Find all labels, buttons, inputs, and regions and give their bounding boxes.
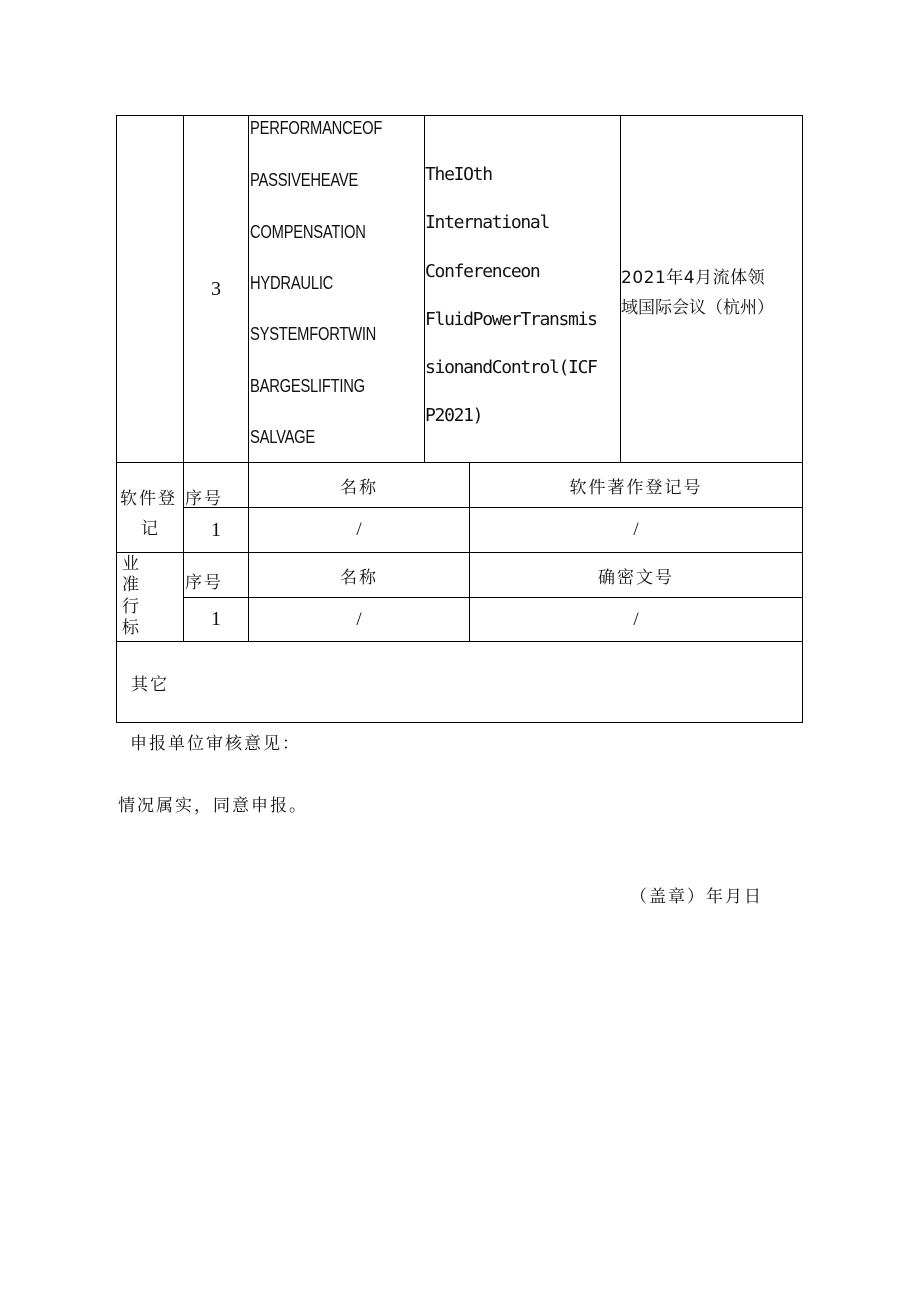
date-venue-line: 2021年4月流体领 bbox=[621, 268, 766, 288]
paper-title-line: SALVAGE bbox=[250, 427, 316, 447]
paper-index: 3 bbox=[211, 277, 221, 300]
paper-title-line: HYDRAULIC bbox=[250, 273, 334, 293]
seal-date-line: （盖章）年月日 bbox=[630, 887, 763, 907]
paper-title-line: PASSIVEHEAVE bbox=[250, 170, 359, 190]
software-row-index: 1 bbox=[211, 518, 221, 541]
conference-line: TheIOth bbox=[425, 164, 492, 185]
software-row-regno: / bbox=[633, 519, 639, 540]
paper-title-line: PERFORMANCEOF bbox=[250, 118, 383, 138]
other-label: 其它 bbox=[131, 674, 169, 695]
standard-name-header: 名称 bbox=[340, 567, 378, 588]
conference-line: International bbox=[425, 212, 549, 233]
standard-row-docno: / bbox=[633, 608, 639, 630]
conference-line: Conferenceon bbox=[425, 261, 540, 282]
date-venue-line: 域国际会议（杭州） bbox=[621, 298, 774, 318]
paper-title-line: COMPENSATION bbox=[250, 222, 366, 242]
conference-line: P2021) bbox=[425, 405, 483, 426]
standard-index-header: 序号 bbox=[185, 573, 223, 593]
paper-title-line: BARGESLIFTING bbox=[250, 376, 365, 396]
standard-docno-header: 确密文号 bbox=[598, 567, 674, 588]
review-opinion: 情况属实，同意申报。 bbox=[118, 796, 308, 816]
software-regno-header: 软件著作登记号 bbox=[569, 477, 703, 498]
conference-line: sionandControl(ICF bbox=[425, 357, 597, 378]
paper-title-line: SYSTEMFORTWIN bbox=[250, 324, 377, 344]
software-index-header: 序号 bbox=[185, 489, 223, 509]
conference-line: FluidPowerTransmis bbox=[425, 309, 597, 330]
software-name-header: 名称 bbox=[340, 477, 378, 498]
software-row-name: / bbox=[356, 519, 362, 540]
standard-row-name: / bbox=[356, 608, 362, 630]
standard-row-index: 1 bbox=[211, 608, 221, 630]
review-heading: 申报单位审核意见： bbox=[130, 734, 301, 754]
